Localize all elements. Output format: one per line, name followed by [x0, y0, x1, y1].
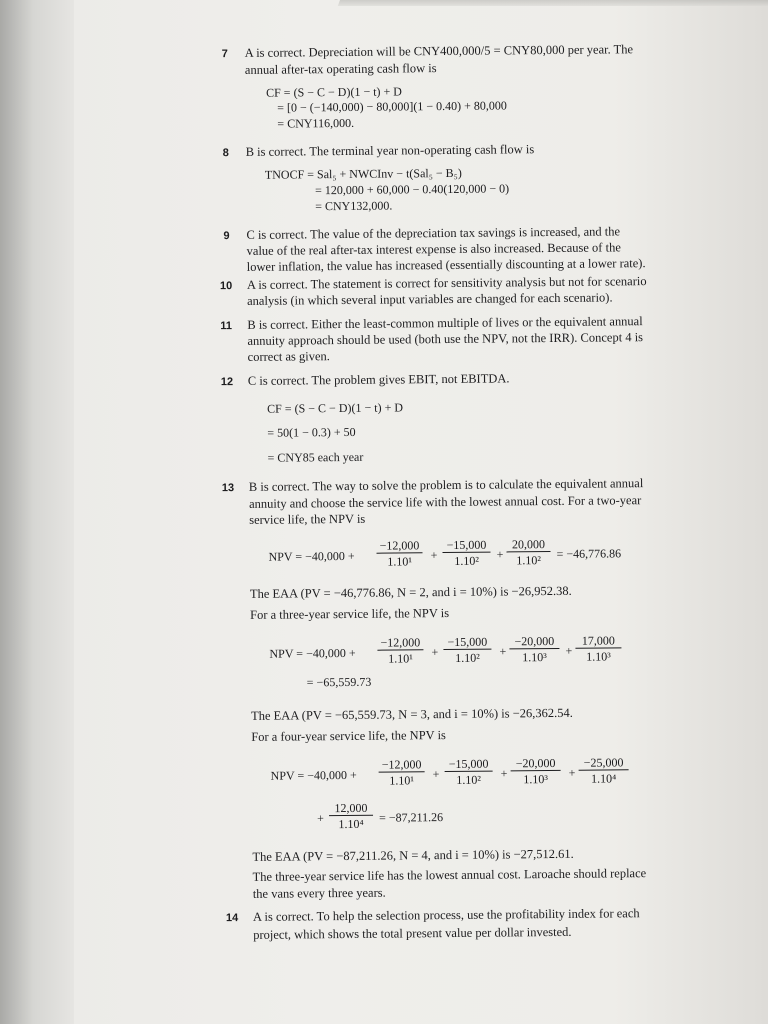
numerator: −15,000 — [444, 757, 492, 772]
question-number: 10 — [219, 280, 233, 293]
denominator: 1.10³ — [523, 772, 549, 787]
fraction — [444, 757, 492, 787]
answer-line: For a four-year service life, the NPV is — [251, 728, 446, 744]
plus-sign: + — [430, 548, 438, 563]
numerator: 17,000 — [575, 633, 621, 648]
answer-line: correct as given. — [247, 349, 330, 364]
plus-sign: + — [500, 766, 508, 781]
equation-line: = CNY85 each year — [267, 449, 364, 465]
answer-line: A is correct. To help the selection process, use the profitability index for each — [252, 906, 640, 924]
numerator: −12,000 — [376, 538, 422, 553]
fraction — [378, 757, 424, 787]
plus-sign: + — [431, 645, 439, 660]
fraction — [506, 537, 550, 567]
fraction — [376, 538, 422, 568]
denominator: 1.10³ — [586, 649, 611, 664]
answer-line: C is correct. The value of the depreciation tax savings is increased, and the — [246, 224, 621, 242]
answer-line: B is correct. The way to solve the problem is to calculate the equivalent annual — [248, 476, 644, 494]
npv-result: = −87,211.26 — [378, 810, 444, 825]
question-number: 13 — [221, 482, 235, 495]
numerator: −15,000 — [443, 635, 491, 650]
equation-line: = CNY132,000. — [315, 198, 393, 214]
numerator: −20,000 — [509, 634, 559, 649]
plus-sign: + — [316, 811, 324, 826]
answer-line: analysis (in which several input variables are changed for each scenario). — [247, 290, 613, 308]
question-number: 7 — [221, 48, 228, 61]
answer-line: annual after-tax operating cash flow is — [244, 61, 437, 77]
plus-sign: + — [496, 547, 504, 562]
npv-lead: NPV = −40,000 + — [270, 767, 357, 783]
numerator: −12,000 — [378, 757, 424, 772]
fraction — [443, 635, 491, 665]
fraction — [510, 756, 560, 786]
denominator: 1.10² — [516, 553, 541, 568]
denominator: 1.10⁴ — [591, 771, 617, 786]
question-number: 14 — [225, 912, 239, 925]
answer-line: The three-year service life has the lowest annual cost. Laroache should replace — [252, 866, 647, 884]
answer-line: annuity and choose the service life with the lowest annual cost. For a two-year — [248, 493, 642, 511]
answer-line: project, which shows the total present value per dollar invested. — [253, 924, 572, 942]
answer-line: the vans every three years. — [252, 885, 386, 901]
eaa-line: The EAA (PV = −65,559.73, N = 3, and i = 10%) is −26,362.54. — [251, 705, 573, 723]
plus-sign: + — [568, 765, 576, 780]
eaa-line: The EAA (PV = −87,211.26, N = 4, and i = 10%) is −27,512.61. — [252, 846, 574, 864]
npv-result: = −46,776.86 — [556, 546, 622, 561]
answer-line: A is correct. The statement is correct for sensitivity analysis but not for scenario — [246, 274, 647, 292]
fraction — [329, 801, 373, 831]
answer-line: service life, the NPV is — [249, 511, 366, 527]
plus-sign: + — [565, 643, 573, 658]
answer-7 — [0, 0, 763, 131]
numerator: −20,000 — [510, 756, 560, 771]
answer-line: lower inflation, the value has increased (essentially discounting at a lower rate). — [246, 256, 646, 274]
denominator: 1.10¹ — [387, 554, 412, 569]
equation-line: TNOCF = Sal₅ + NWCInv − t(Sal₅ − B₅) — [264, 165, 462, 182]
npv-lead: NPV = −40,000 + — [268, 548, 355, 564]
answer-line: A is correct. Depreciation will be CNY400,000/5 = CNY80,000 per year. The — [244, 42, 634, 60]
answer-line: C is correct. The problem gives EBIT, not EBITDA. — [247, 371, 510, 388]
answer-line: B is correct. The terminal year non-operating cash flow is — [245, 142, 535, 159]
equation-line: = [0 − (−140,000) − 80,000](1 − 0.40) + 80,000 — [277, 98, 507, 115]
plus-sign: + — [432, 767, 440, 782]
numerator: 20,000 — [506, 537, 550, 552]
fraction — [509, 634, 559, 664]
fraction — [377, 635, 423, 665]
denominator: 1.10¹ — [389, 773, 415, 788]
answer-line: B is correct. Either the least-common multiple of lives or the equivalent annual — [247, 314, 643, 332]
denominator: 1.10⁴ — [338, 816, 364, 832]
denominator: 1.10³ — [522, 650, 547, 665]
equation-line: CF = (S − C − D)(1 − t) + D — [267, 400, 404, 416]
equation-line: = 50(1 − 0.3) + 50 — [267, 424, 356, 440]
plus-sign: + — [499, 644, 507, 659]
fraction — [575, 633, 621, 663]
denominator: 1.10² — [456, 772, 482, 787]
equation-line: CF = (S − C − D)(1 − t) + D — [266, 84, 402, 100]
numerator: 12,000 — [329, 801, 373, 816]
question-number: 9 — [223, 230, 230, 243]
question-number: 12 — [220, 376, 234, 389]
fraction — [578, 755, 628, 785]
npv-lead: NPV = −40,000 + — [269, 645, 356, 661]
equation-line: = 120,000 + 60,000 − 0.40(120,000 − 0) — [314, 181, 510, 198]
numerator: −25,000 — [578, 755, 628, 770]
denominator: 1.10² — [454, 553, 479, 568]
answer-line: value of the real after-tax interest expense is also increased. Because of the — [246, 240, 621, 258]
answer-line: annuity approach should be used (both use the NPV, not the IRR). Concept 4 is — [247, 330, 644, 348]
npv-result: = −65,559.73 — [306, 674, 372, 690]
denominator: 1.10² — [455, 650, 480, 665]
fraction — [442, 538, 490, 568]
numerator: −15,000 — [442, 538, 490, 553]
equation-line: = CNY116,000. — [277, 115, 355, 131]
eaa-line: The EAA (PV = −46,776.86, N = 2, and i = 10%) is −26,952.38. — [249, 583, 572, 601]
denominator: 1.10¹ — [388, 651, 413, 666]
numerator: −12,000 — [377, 635, 423, 650]
answer-line: For a three-year service life, the NPV is — [250, 605, 450, 622]
question-number: 11 — [220, 320, 233, 333]
question-number: 8 — [222, 147, 229, 160]
